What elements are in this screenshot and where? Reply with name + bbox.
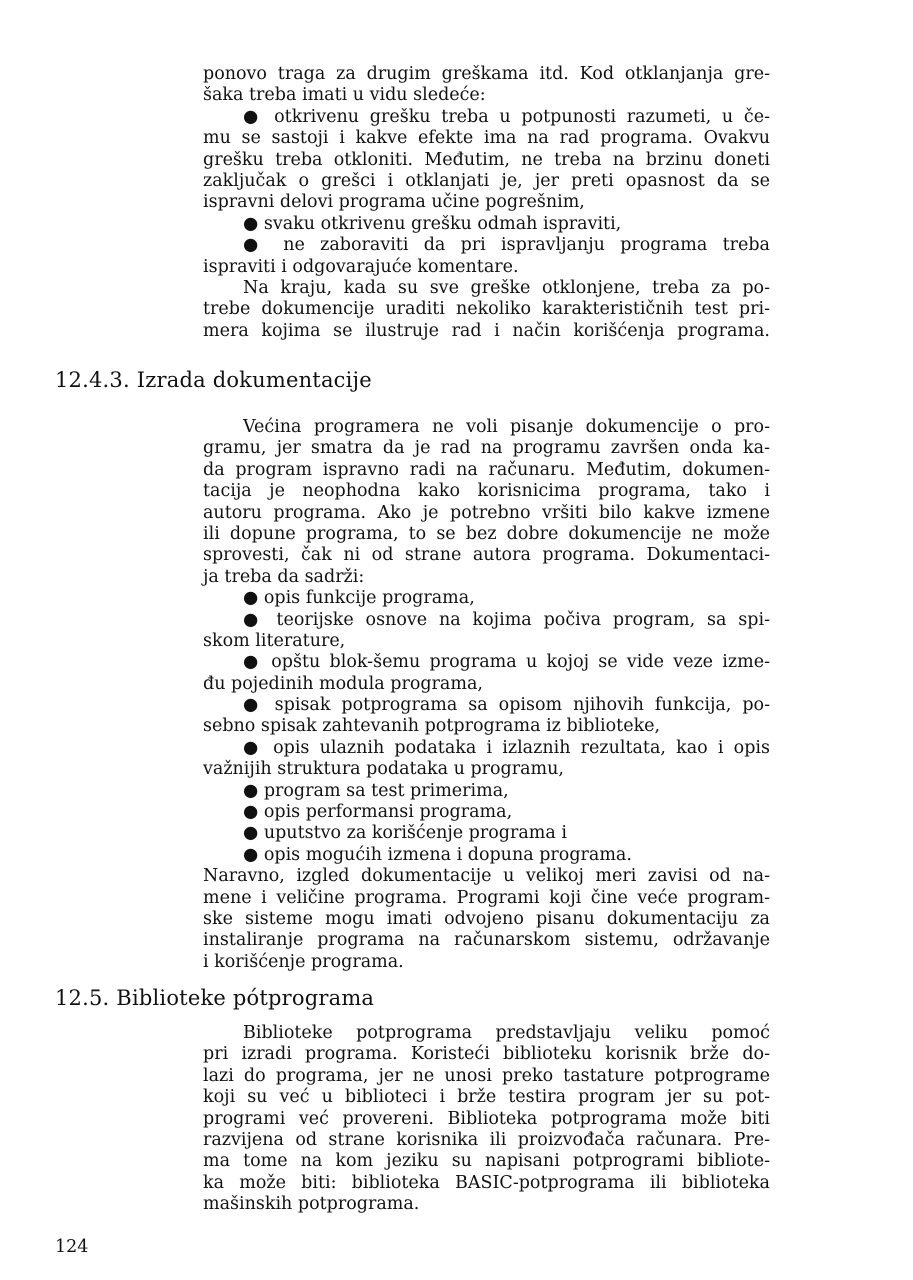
text-line: Naravno, izgled dokumentacije u velikoj meri zavisi od na- [203, 866, 770, 887]
text-line: koji su već u biblioteci i brže testira program jer su pot- [203, 1087, 770, 1108]
text-line: ● spisak potprograma sa opisom njihovih funkcija, po- [243, 695, 770, 716]
text-line: ● teorijske osnove na kojima počiva program, sa spi- [243, 609, 770, 630]
text-line: ● opis performansi programa, [243, 802, 513, 823]
section-heading-12-4-3: 12.4.3. Izrada dokumentacije [55, 368, 372, 392]
text-line: ja treba da sadrži: [203, 566, 365, 587]
text-line: ponovo traga za drugim greškama itd. Kod otklanjanja gre- [203, 64, 770, 84]
text-line: mera kojima se ilustruje rad i način korišćenja programa. [203, 320, 770, 341]
text-line: grešku treba otkloniti. Međutim, ne treba na brzinu doneti [203, 149, 770, 170]
text-line: ● opis ulaznih podataka i izlaznih rezultata, kao i opis [243, 737, 770, 758]
text-line: ● svaku otkrivenu grešku odmah ispraviti, [243, 213, 622, 234]
text-line: Većina programera ne voli pisanje dokumencije o pro- [243, 417, 770, 437]
text-line: đu pojedinih modula programa, [203, 673, 483, 694]
text-line: ● program sa test primerima, [243, 780, 509, 801]
text-line: ske sisteme mogu imati odvojeno pisanu dokumentaciju za [203, 908, 770, 929]
text-line: ● otkrivenu grešku treba u potpunosti razumeti, u če- [243, 106, 770, 127]
text-line: ● opis funkcije programa, [243, 588, 475, 609]
text-line: mene i veličine programa. Programi koji čine veće program- [203, 887, 770, 908]
text-line: sebno spisak zahtevanih potprograma iz biblioteke, [203, 716, 661, 737]
text-line: pri izradi programa. Koristeći biblioteku korisnik brže do- [203, 1044, 770, 1065]
text-line: ka može biti: biblioteka BASIC-potprograma ili biblioteka [203, 1172, 770, 1193]
text-block-intro [203, 64, 770, 342]
page-number: 124 [55, 1237, 89, 1257]
text-line: ● ne zaboraviti da pri ispravljanju programa treba [243, 235, 770, 256]
text-block-documentation [203, 417, 770, 973]
text-line: tacija je neophodna kako korisnicima programa, tako i [203, 481, 770, 502]
text-line: lazi do programa, jer ne unosi preko tastature potprograme [203, 1065, 770, 1086]
text-line: zaključak o grešci i otklanjati je, jer preti opasnost da se [203, 170, 770, 191]
text-line: razvijena od strane korisnika ili proizvođača računara. Pre- [203, 1129, 770, 1150]
text-line: instaliranje programa na računarskom sistemu, održavanje [203, 930, 770, 951]
text-line: Na kraju, kada su sve greške otklonjene, treba za po- [243, 277, 770, 298]
text-block-libraries [203, 1023, 770, 1216]
text-line: ili dopune programa, to se bez dobre dokumencije ne može [203, 523, 770, 544]
text-line: gramu, jer smatra da je rad na programu završen onda ka- [203, 438, 770, 459]
text-line: Biblioteke potprograma predstavljaju veliku pomoć [243, 1023, 770, 1043]
text-line: sprovesti, čak ni od strane autora programa. Dokumentaci- [203, 545, 770, 566]
text-line: ma tome na kom jeziku su napisani potprogrami bibliote- [203, 1151, 770, 1172]
text-line: ● opštu blok-šemu programa u kojoj se vide veze izme- [243, 652, 770, 673]
text-line: mašinskih potprograma. [203, 1194, 420, 1215]
text-line: mu se sastoji i kakve efekte ima na rad programa. Ovakvu [203, 128, 770, 149]
text-line: važnijih struktura podataka u programu, [203, 759, 564, 780]
text-line: ● uputstvo za korišćenje programa i [243, 823, 567, 844]
text-line: ispraviti i odgovarajuće komentare. [203, 256, 519, 277]
text-line: skom literature, [203, 630, 346, 651]
text-line: programi već provereni. Biblioteka potprograma može biti [203, 1108, 770, 1129]
text-line: autoru programa. Ako je potrebno vršiti bilo kakve izmene [203, 502, 770, 523]
text-line: šaka treba imati u vidu sledeće: [203, 85, 486, 106]
text-line: trebe dokumencije uraditi nekoliko karakterističnih test pri- [203, 299, 770, 320]
text-line: ispravni delovi programa učine pogrešnim, [203, 192, 585, 213]
section-heading-12-5: 12.5. Biblioteke pótprograma [55, 986, 375, 1010]
text-line: i korišćenje programa. [203, 951, 404, 972]
text-line: da program ispravno radi na računaru. Međutim, dokumen- [203, 459, 770, 480]
text-line: ● opis mogućih izmena i dopuna programa. [243, 844, 632, 865]
